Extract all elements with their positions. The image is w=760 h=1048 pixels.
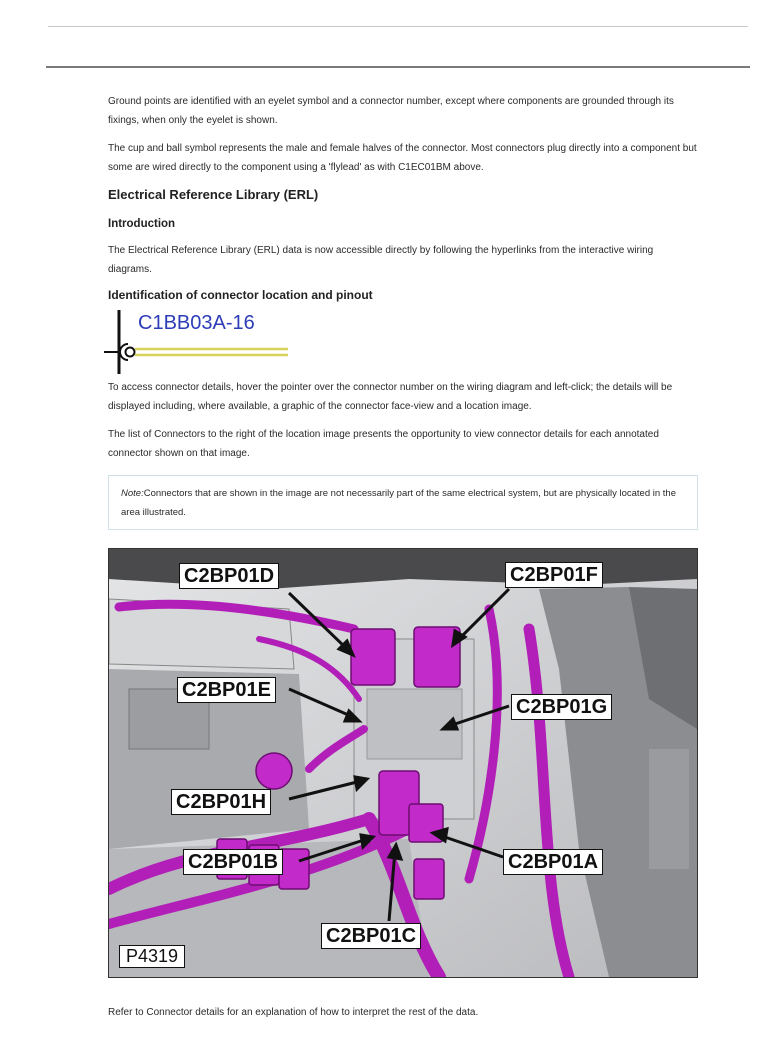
figure-id-label: P4319: [119, 945, 185, 968]
callout-c2bp01d[interactable]: C2BP01D: [179, 563, 279, 589]
header-rule: [48, 26, 748, 27]
connector-location-image: [108, 548, 698, 978]
connector-symbol-diagram: [104, 308, 304, 376]
document-body: [108, 92, 698, 978]
figure-caption: Refer to Connector details for an explanation of how to interpret the rest of the data.: [108, 1007, 479, 1018]
access-paragraph: To access connector details, hover the pointer over the connector number on the wiring diagram and left-click; the details will be displayed including, where available, a graphic of the connector face-view and a location image.: [108, 382, 673, 412]
note-label: Note:: [121, 488, 144, 499]
identification-heading: Identification of connector location and pinout: [108, 288, 373, 302]
connector-number-link[interactable]: C1BB03A-16: [138, 312, 255, 334]
engine-bay-illustration: [109, 549, 697, 977]
callout-c2bp01h[interactable]: C2BP01H: [171, 789, 271, 815]
note-text: Connectors that are shown in the image are not necessarily part of the same electrical system, but are physically located in the area illustrated.: [121, 488, 676, 518]
cup-ball-paragraph: The cup and ball symbol represents the male and female halves of the connector. Most connectors plug directly into a component but some are wired directly to the component using a 'flylead' as with C1EC01BM above.: [108, 143, 697, 173]
introduction-paragraph: The Electrical Reference Library (ERL) data is now accessible directly by following the hyperlinks from the interactive wiring diagrams.: [108, 245, 654, 275]
callout-c2bp01c[interactable]: C2BP01C: [321, 923, 421, 949]
callout-c2bp01g[interactable]: C2BP01G: [511, 694, 612, 720]
introduction-heading: Introduction: [108, 218, 176, 230]
connector-list-paragraph: The list of Connectors to the right of the location image presents the opportunity to view connector details for each annotated connector shown on that image.: [108, 429, 659, 459]
ground-paragraph: Ground points are identified with an eyelet symbol and a connector number, except where components are grounded through its fixings, when only the eyelet is shown.: [108, 96, 674, 126]
callout-c2bp01a[interactable]: C2BP01A: [503, 849, 603, 875]
erl-heading: Electrical Reference Library (ERL): [108, 187, 319, 202]
note-box: [108, 475, 698, 530]
callout-c2bp01e[interactable]: C2BP01E: [177, 677, 276, 703]
callout-c2bp01f[interactable]: C2BP01F: [505, 562, 603, 588]
callout-c2bp01b[interactable]: C2BP01B: [183, 849, 283, 875]
header-divider: [46, 66, 750, 68]
